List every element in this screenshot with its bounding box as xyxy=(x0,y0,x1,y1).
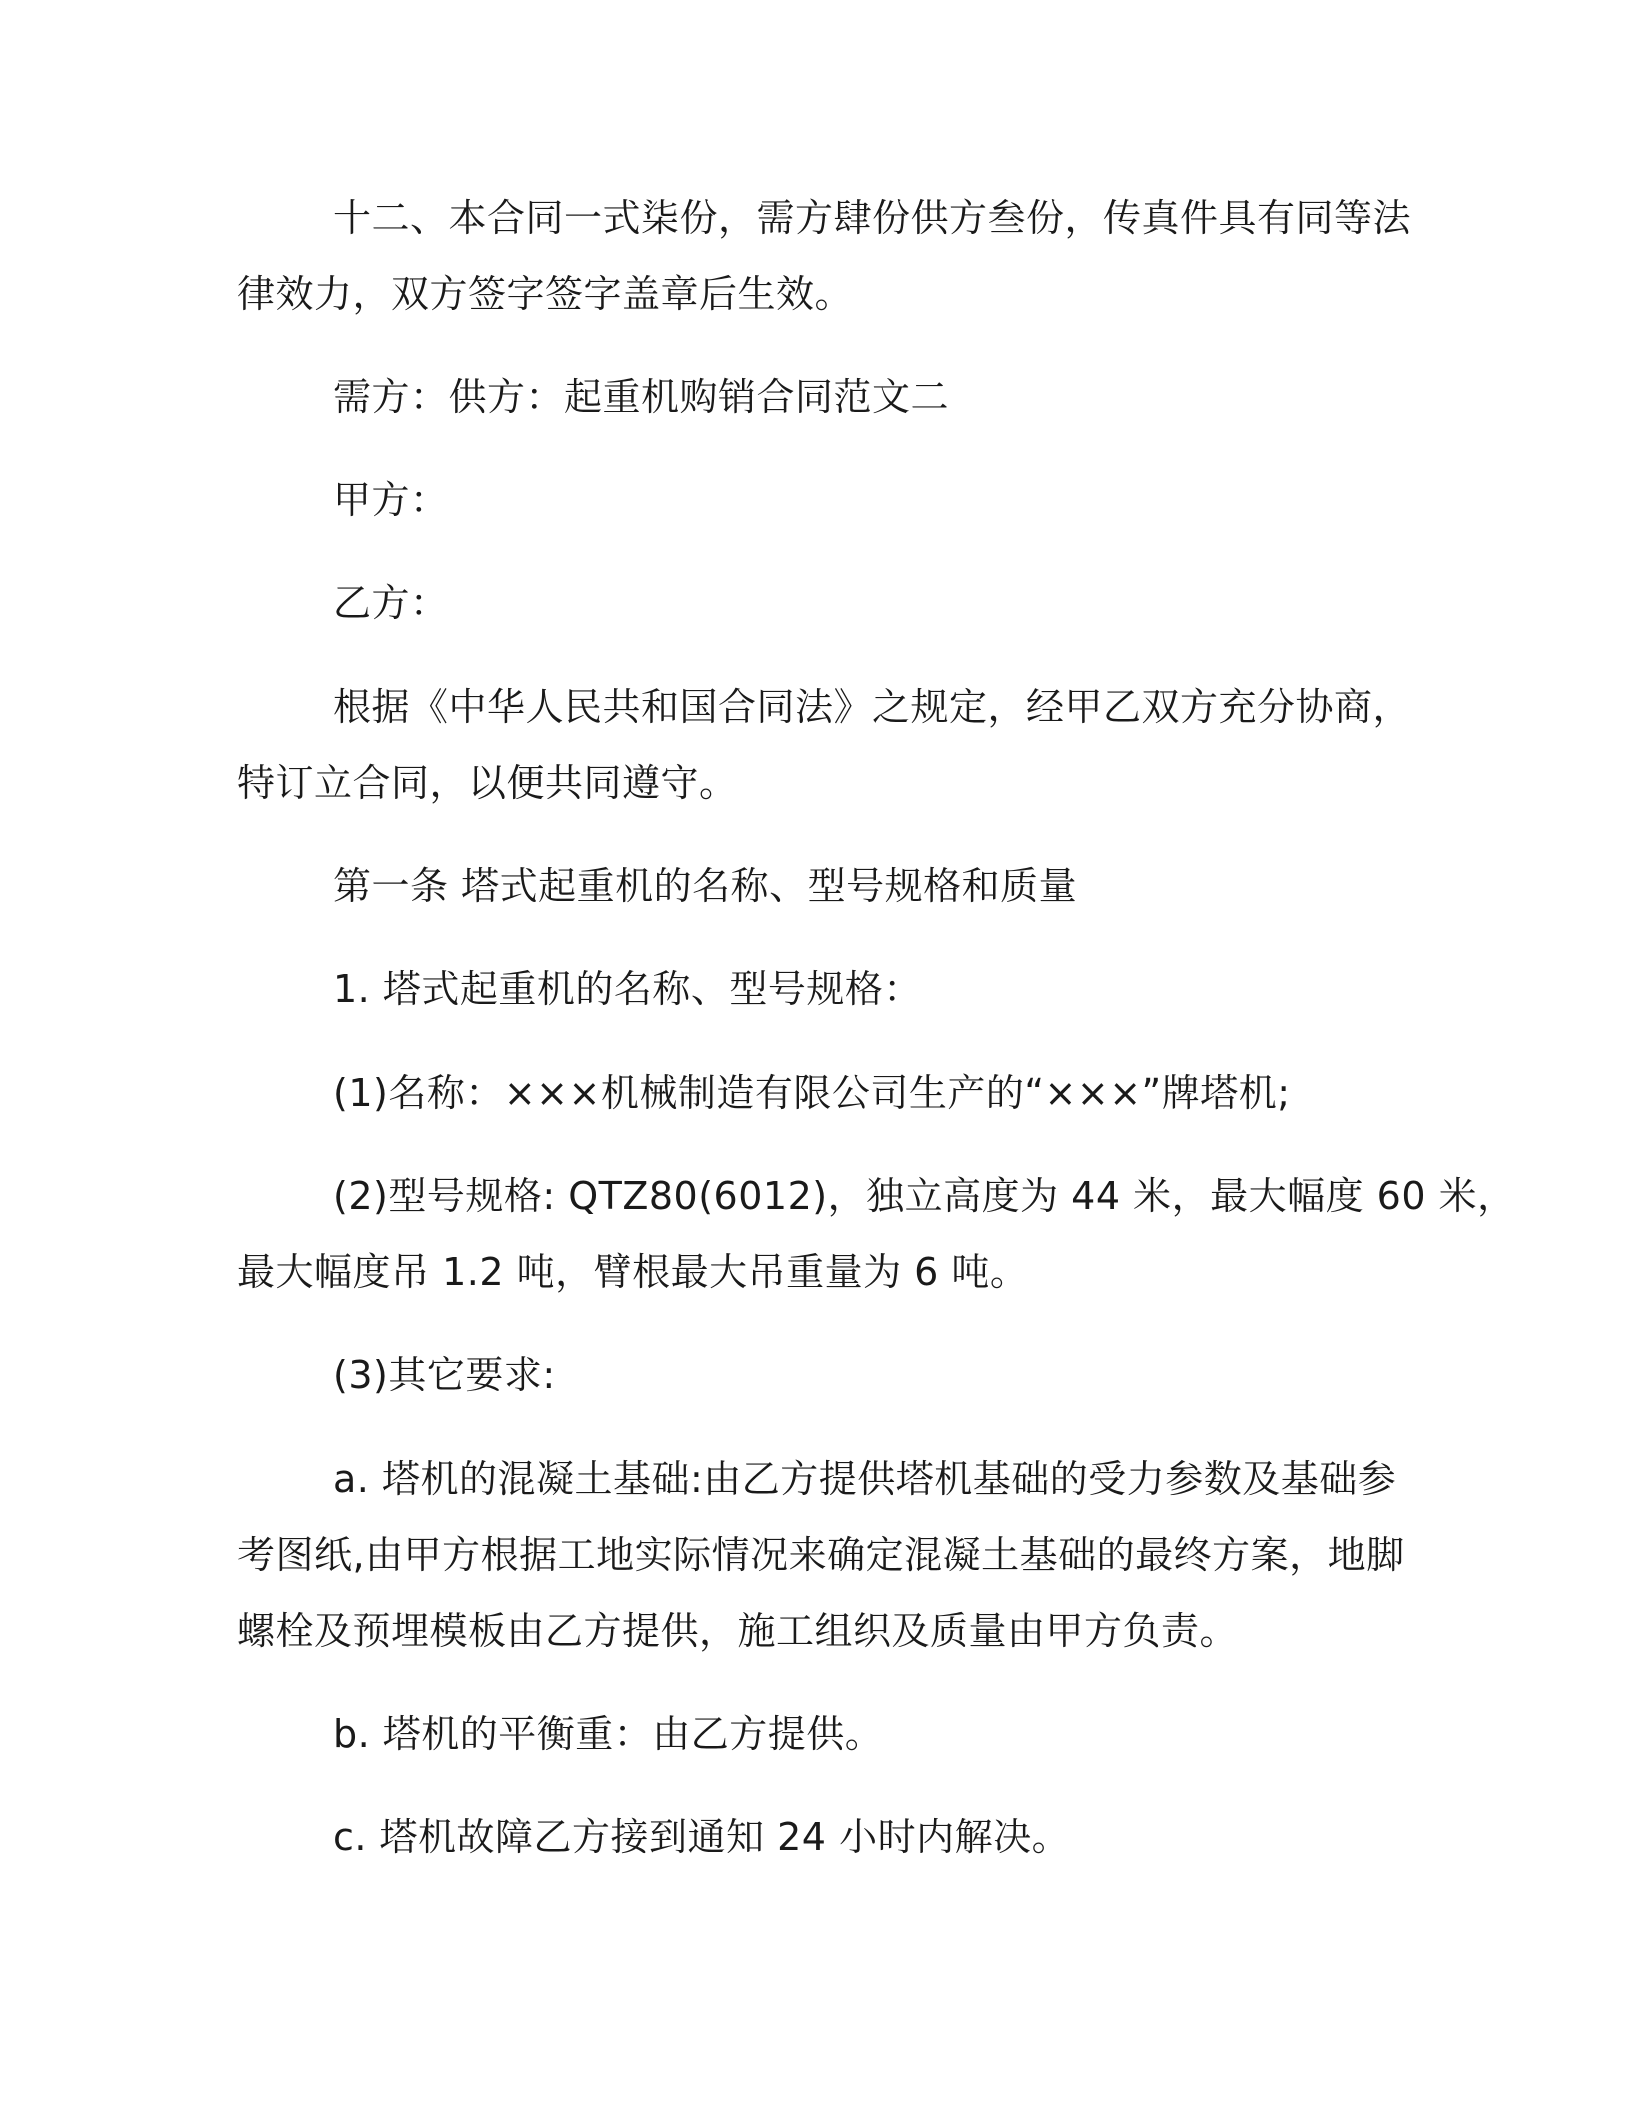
clause-12-line-1: 十二、本合同一式柒份，需方肆份供方叁份，传真件具有同等法 xyxy=(333,196,1412,240)
party-a-label: 甲方： xyxy=(333,478,449,522)
item-1-heading: 1. 塔式起重机的名称、型号规格： xyxy=(333,967,922,1011)
preamble-line-1: 根据《中华人民共和国合同法》之规定，经甲乙双方充分协商， xyxy=(333,685,1412,729)
article-1-title: 第一条 塔式起重机的名称、型号规格和质量 xyxy=(333,864,1078,908)
requirement-a-line-1: a. 塔机的混凝土基础:由乙方提供塔机基础的受力参数及基础参 xyxy=(333,1457,1397,1501)
item-1-name: (1)名称：×××机械制造有限公司生产的“×××”牌塔机; xyxy=(333,1071,1291,1115)
party-b-label: 乙方： xyxy=(333,581,449,625)
clause-12-line-2: 律效力，双方签字签字盖章后生效。 xyxy=(237,272,854,316)
item-1-spec-line-2: 最大幅度吊 1.2 吨，臂根最大吊重量为 6 吨。 xyxy=(237,1250,1029,1294)
requirement-b: b. 塔机的平衡重：由乙方提供。 xyxy=(333,1712,884,1756)
signature-line: 需方：供方：起重机购销合同范文二 xyxy=(333,375,950,419)
requirement-c: c. 塔机故障乙方接到通知 24 小时内解决。 xyxy=(333,1815,1071,1859)
item-1-other-requirements: (3)其它要求: xyxy=(333,1353,556,1397)
requirement-a-line-2: 考图纸,由甲方根据工地实际情况来确定混凝土基础的最终方案，地脚 xyxy=(237,1533,1405,1577)
preamble-line-2: 特订立合同，以便共同遵守。 xyxy=(237,761,738,805)
item-1-spec-line-1: (2)型号规格: QTZ80(6012)，独立高度为 44 米，最大幅度 60 米， xyxy=(333,1174,1516,1218)
requirement-a-line-3: 螺栓及预埋模板由乙方提供，施工组织及质量由甲方负责。 xyxy=(237,1609,1239,1653)
